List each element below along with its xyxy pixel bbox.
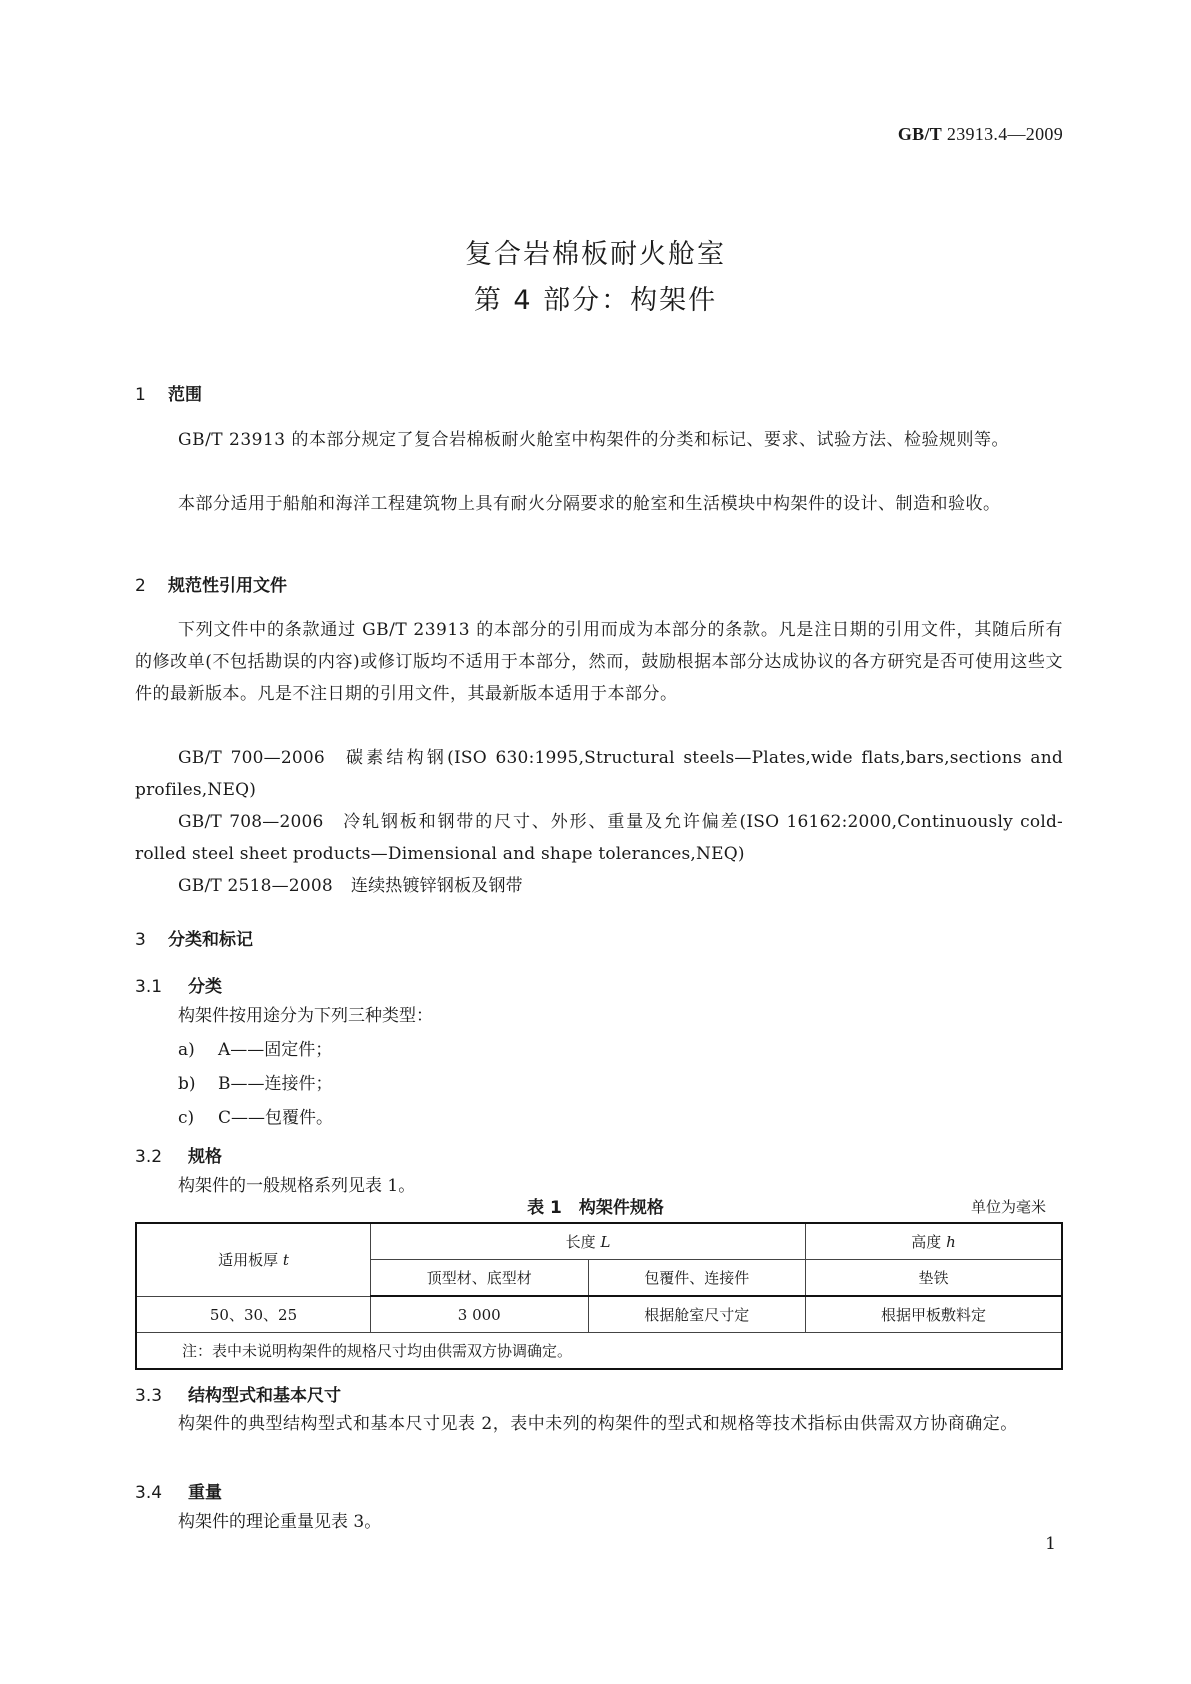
subheader-top-bottom: 顶型材、底型材: [371, 1260, 589, 1297]
page-number: 1: [1045, 1534, 1056, 1554]
specification-text: 构架件的一般规格系列见表 1。: [178, 1176, 416, 1196]
section-3-2-heading: [135, 1142, 222, 1167]
section-title: 重量: [188, 1483, 222, 1503]
table-note: 注：表中未说明构架件的规格尺寸均由供需双方协调确定。: [136, 1333, 1062, 1370]
subheader-shim: 垫铁: [806, 1260, 1062, 1297]
section-3-1-heading: [135, 972, 222, 997]
list-text: A——固定件；: [218, 1040, 333, 1060]
scope-paragraph-1: GB/T 23913 的本部分规定了复合岩棉板耐火舱室中构架件的分类和标记、要求、试验方法、检验规则等。: [178, 430, 1010, 450]
section-number: 3.4: [135, 1483, 163, 1503]
list-item: [178, 1102, 333, 1134]
reference-title: 碳素结构钢(ISO 630:1995,Structural steels—Plates,wide flats,bars,sections and profiles,NEQ): [135, 748, 1064, 800]
list-marker: a): [178, 1040, 195, 1060]
section-2-heading: [135, 571, 287, 596]
list-marker: c): [178, 1108, 195, 1128]
reference-item: [135, 806, 1063, 870]
structure-paragraph: 构架件的典型结构型式和基本尺寸见表 2，表中未列的构架件的型式和规格等技术指标由供需双方协商确定。: [178, 1414, 1018, 1434]
subheader-cover-connect: 包覆件、连接件: [588, 1260, 806, 1297]
table-unit: 单位为毫米: [970, 1198, 1046, 1216]
reference-code: GB/T 700—2006: [178, 748, 325, 768]
section-1-heading: [135, 380, 202, 405]
list-marker: b): [178, 1074, 196, 1094]
cell-thickness: 50、30、25: [136, 1296, 371, 1333]
reference-item: [135, 742, 1063, 806]
section-number: 2: [135, 576, 146, 596]
section-number: 3.2: [135, 1147, 163, 1167]
list-item: [178, 1034, 332, 1066]
specification-table: [135, 1222, 1063, 1370]
section-title: 规格: [188, 1147, 222, 1167]
list-text: C——包覆件。: [218, 1108, 334, 1128]
header-length: [371, 1223, 806, 1260]
cell-shim: 根据甲板敷料定: [806, 1296, 1062, 1333]
section-title: 结构型式和基本尺寸: [188, 1386, 341, 1406]
section-number: 1: [135, 385, 146, 405]
standard-code: [898, 124, 1063, 145]
header-label: 高度: [911, 1233, 942, 1251]
document-subtitle: 第 4 部分：构架件: [473, 285, 718, 316]
document-title: 复合岩棉板耐火舱室: [465, 239, 726, 270]
standard-number: 23913.4—2009: [946, 124, 1063, 144]
section-3-3-heading: [135, 1381, 341, 1406]
section-title: 规范性引用文件: [168, 576, 287, 596]
normative-references-intro: 下列文件中的条款通过 GB/T 23913 的本部分的引用而成为本部分的条款。凡是注日期的引用文件，其随后所有的修改单(不包括勘误的内容)或修订版均不适用于本部分，然而，鼓励根据本部分达成协议的各方研究是否可使用这些文件的最新版本。凡是不注日期的引用文件，其最新版本适用于本部分。: [135, 620, 1063, 704]
section-3-heading: [135, 925, 253, 950]
section-number: 3.1: [135, 977, 163, 997]
list-item: [178, 1068, 333, 1100]
section-3-4-heading: [135, 1478, 222, 1503]
header-label: 适用板厚: [218, 1251, 279, 1270]
classification-intro: 构架件按用途分为下列三种类型：: [178, 1006, 433, 1026]
header-thickness: [136, 1223, 371, 1296]
section-title: 分类: [188, 977, 222, 997]
header-variable: L: [600, 1233, 611, 1251]
header-variable: h: [946, 1233, 956, 1251]
cell-top-bottom: 3 000: [371, 1296, 589, 1333]
standard-prefix: GB/T: [897, 124, 943, 144]
table-caption: 表 1 构架件规格: [527, 1198, 664, 1218]
table-row: [136, 1296, 1062, 1333]
table-note-row: [136, 1333, 1062, 1370]
section-title: 范围: [168, 385, 202, 405]
weight-text: 构架件的理论重量见表 3。: [178, 1512, 382, 1532]
cell-cover-connect: 根据舱室尺寸定: [588, 1296, 806, 1333]
section-number: 3.3: [135, 1386, 163, 1406]
header-variable: t: [282, 1251, 289, 1270]
reference-title: 冷轧钢板和钢带的尺寸、外形、重量及允许偏差(ISO 16162:2000,Continuously cold-rolled steel sheet products—Dimensional and shape tolerances,NEQ): [135, 812, 1063, 864]
reference-code: GB/T 708—2006: [178, 812, 324, 832]
table-header-row: [136, 1223, 1062, 1260]
header-label: 长度: [565, 1233, 596, 1251]
section-number: 3: [135, 930, 146, 950]
reference-title: 连续热镀锌钢板及钢带: [350, 876, 523, 896]
reference-code: GB/T 2518—2008: [178, 876, 333, 896]
list-text: B——连接件；: [218, 1074, 333, 1094]
section-title: 分类和标记: [168, 930, 253, 950]
header-height: [806, 1223, 1062, 1260]
scope-paragraph-2: 本部分适用于船舶和海洋工程建筑物上具有耐火分隔要求的舱室和生活模块中构架件的设计、制造和验收。: [178, 494, 1001, 514]
reference-item: [135, 870, 1063, 902]
